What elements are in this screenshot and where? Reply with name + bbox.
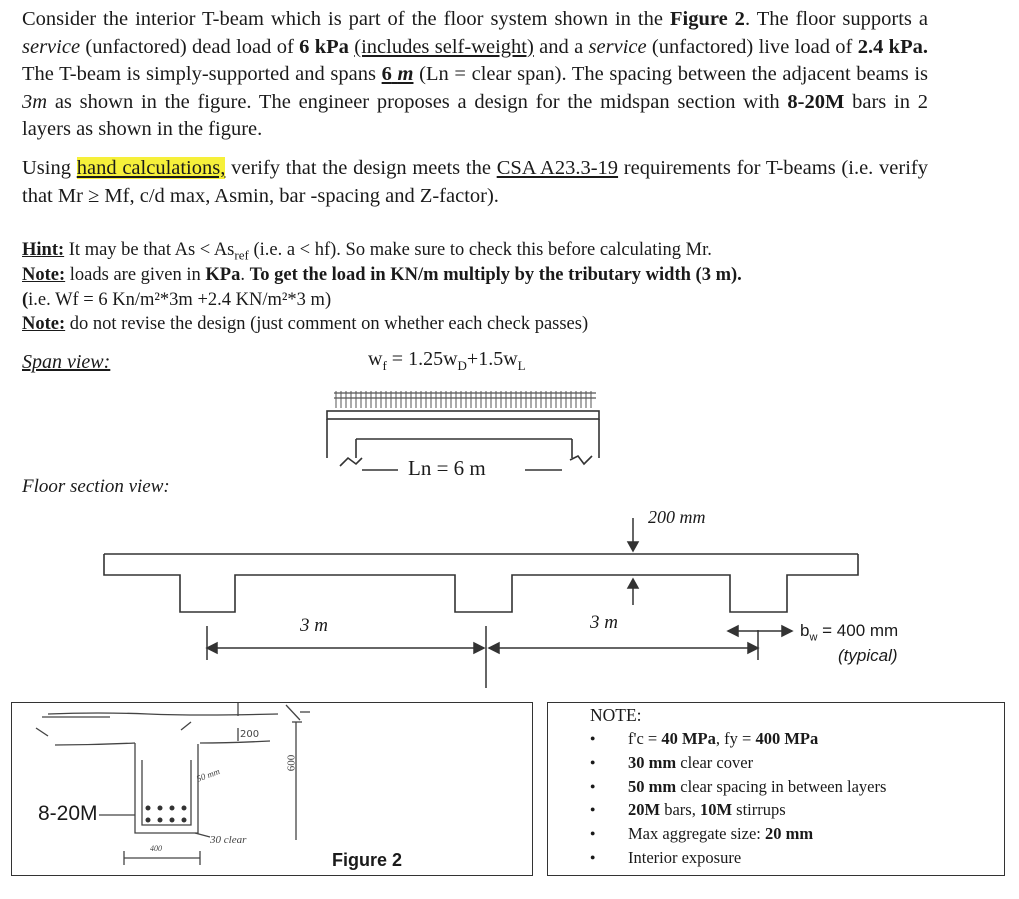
distributed-load-arrows: [334, 393, 596, 398]
steel-strength: 400 MPa: [755, 729, 819, 748]
text-run: (unfactored) dead load of: [80, 35, 300, 58]
bar-designation: 8-20M: [787, 90, 845, 113]
layer-spacing-value: 50 mm: [628, 776, 677, 796]
list-item: [590, 775, 886, 799]
note-label: Note:: [22, 314, 66, 334]
sketch-flange-label: 200: [240, 729, 260, 740]
beam-elevation: [327, 411, 599, 470]
bars-label: 8-20M: [38, 802, 98, 825]
spacing-dimensions: [207, 626, 792, 688]
eq-sub: D: [457, 358, 467, 373]
sketch-web-label: 400: [150, 844, 162, 853]
text-run: . The floor supports a: [744, 8, 928, 30]
list-item: [590, 751, 886, 775]
typical-label: (typical): [838, 646, 898, 665]
text-run: Max aggregate size:: [628, 824, 765, 844]
text-run: .: [240, 265, 250, 285]
eq-sub: f: [382, 358, 387, 373]
text-run: , fy =: [715, 729, 756, 748]
span-number: 6: [381, 63, 392, 85]
cover-value: 30 mm: [628, 752, 677, 772]
list-item: [590, 846, 886, 870]
beam-spacing: 3m: [22, 90, 48, 113]
text-run: i.e. Wf = 6 Kn/m²*3m +2.4 KN/m²*3 m): [28, 290, 332, 310]
text-run: stirrups: [732, 800, 786, 820]
self-weight-note: (includes self-weight): [354, 35, 534, 58]
emphasis: service: [22, 35, 81, 58]
bw-sub: w: [809, 631, 818, 644]
text-run: (Ln = clear span). The spacing between the adjacent beams is: [413, 63, 928, 85]
bold-instruction: To get the load in KN/m multiply by the tributary width (3 m).: [249, 265, 742, 285]
text-run: bars,: [660, 800, 700, 820]
text-run: (i.e. a < hf). So make sure to check this before calculating Mr.: [248, 240, 712, 260]
text-run: verify that the design meets the: [225, 157, 497, 179]
list-item: [590, 798, 886, 822]
text-run: (unfactored) live load of: [646, 35, 858, 58]
note-label: Note:: [22, 265, 66, 285]
note-list: [590, 727, 886, 870]
bw-value: = 400 mm: [817, 621, 899, 640]
dead-load-value: 6 kPa: [299, 35, 349, 58]
live-load-value: 2.4 kPa.: [857, 35, 928, 58]
span-length-label: Ln = 6 m: [408, 456, 486, 480]
emphasis: service: [588, 35, 647, 58]
text-run: bars in 2 layers as shown in the figure.: [22, 90, 928, 140]
floor-section-label: Floor section view:: [22, 476, 170, 497]
paren: (: [22, 290, 29, 310]
left-support-mark: [340, 458, 362, 466]
text-run: clear spacing in between layers: [676, 776, 887, 796]
stirrup-size: 10M: [699, 800, 733, 820]
text-run: as shown in the figure. The engineer proposes a design for the midspan section with: [47, 90, 788, 113]
figure-caption: Figure 2: [332, 850, 403, 870]
text-run: It may be that As < As: [64, 240, 235, 260]
right-support-mark: [570, 456, 592, 464]
concrete-strength: 40 MPa: [661, 729, 716, 748]
list-item: [590, 822, 886, 846]
figure-box: [11, 702, 533, 876]
list-item: [590, 727, 886, 751]
bar-size: 20M: [628, 800, 661, 820]
text-run: f'c =: [628, 729, 662, 748]
sketch-spacing-label: 50 mm: [195, 766, 222, 784]
slab-top-band: [327, 411, 599, 419]
text-run: requirements for T-beams (i.e. verify that Mr ≥ Mf, c/d max, Asmin, bar -spacing and Z-factor).: [22, 157, 928, 207]
text-run: and a: [533, 35, 589, 58]
text-run: do not revise the design (just comment on whether each check passes): [65, 314, 589, 334]
eq-part: +1.5w: [466, 348, 518, 370]
eq-part: = 1.25w: [386, 348, 458, 370]
span-unit: m: [397, 63, 414, 85]
eq-sub: L: [517, 358, 526, 373]
text-run: Consider the interior T-beam which is part of the floor system shown in the: [22, 8, 670, 30]
text-run: Interior exposure: [628, 847, 742, 867]
sketch-cover-label: 30 clear: [210, 834, 247, 846]
spacing-right-label: 3 m: [590, 612, 618, 633]
floor-section: [104, 554, 858, 612]
slab-thickness-label: 200 mm: [648, 507, 706, 527]
text-run: Using: [22, 157, 77, 179]
highlighted-text: hand calculations,: [76, 157, 226, 179]
subscript: ref: [234, 247, 249, 263]
sketch-depth-label: 600: [285, 754, 298, 772]
standard-reference: CSA A23.3-19: [496, 157, 619, 179]
slab-web-profile: [104, 554, 858, 612]
eq-part: w: [368, 348, 383, 370]
aggregate-size: 20 mm: [764, 824, 814, 844]
text-run: clear cover: [676, 752, 754, 772]
figure-reference: Figure 2: [669, 8, 745, 30]
bw-b: b: [800, 621, 810, 640]
note-title: NOTE:: [590, 705, 642, 725]
text-run: loads are given in: [65, 265, 206, 285]
spacing-left-label: 3 m: [300, 615, 328, 636]
text-run: The T-beam is simply-supported and spans: [22, 63, 382, 85]
slab-thickness-arrows: [628, 518, 638, 605]
hint-label: Hint:: [22, 240, 65, 260]
span-view-label: Span view:: [22, 351, 111, 373]
unit-bold: KPa: [205, 265, 241, 285]
